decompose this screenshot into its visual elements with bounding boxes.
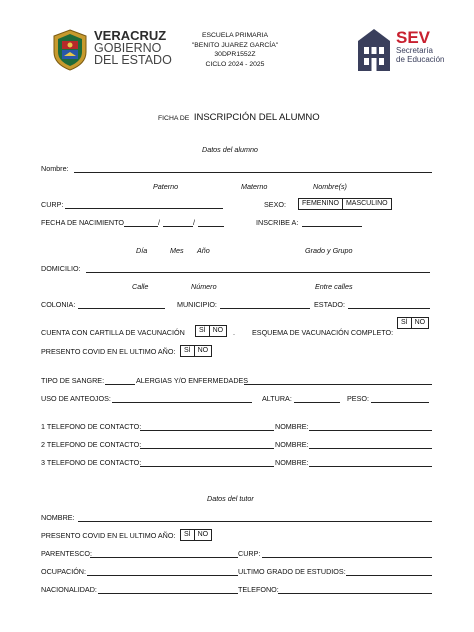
title-main: INSCRIPCIÓN DEL ALUMNO xyxy=(193,112,320,123)
sexo-options xyxy=(298,198,392,210)
alergias-field[interactable] xyxy=(244,384,432,385)
name-part-paterno: Paterno xyxy=(153,182,179,191)
tutor-curp-field[interactable] xyxy=(262,557,432,558)
phone-2-field[interactable] xyxy=(140,448,274,449)
colonia-label: COLONIA: xyxy=(41,300,76,309)
fecha-dia-field[interactable] xyxy=(124,226,158,227)
phone-2-label: 2 TELEFONO DE CONTACTO: xyxy=(41,440,142,449)
esquema-label: ESQUEMA DE VACUNACIÓN COMPLETO: xyxy=(252,328,394,337)
colonia-field[interactable] xyxy=(78,308,165,309)
tutor-section-title: Datos del tutor xyxy=(207,494,254,503)
tutor-nombre-label: NOMBRE: xyxy=(41,513,75,522)
school-name: "BENITO JUAREZ GARCÍA" xyxy=(191,41,279,49)
grado-grupo-label: Grado y Grupo xyxy=(305,246,353,255)
student-section-title: Datos del alumno xyxy=(202,145,258,154)
tipo-sangre-field[interactable] xyxy=(105,384,135,385)
tutor-nombre-field[interactable] xyxy=(78,521,432,522)
fecha-separator: / xyxy=(158,218,160,227)
anteojos-label: USO DE ANTEOJOS: xyxy=(41,394,111,403)
logo-gobierno-word: GOBIERNO xyxy=(94,41,162,55)
sev-line1: Secretaría xyxy=(396,46,433,55)
nacionalidad-field[interactable] xyxy=(98,593,238,594)
covid-yes-no xyxy=(180,345,212,357)
grado-estudios-label: ULTIMO GRADO DE ESTUDIOS: xyxy=(238,567,346,576)
date-part-dia: Día xyxy=(136,246,148,255)
school-header xyxy=(160,31,310,69)
peso-field[interactable] xyxy=(371,402,429,403)
sev-line2: de Educación xyxy=(396,55,445,64)
date-part-mes: Mes xyxy=(170,246,184,255)
nacionalidad-label: NACIONALIDAD: xyxy=(41,585,97,594)
covid-si-option[interactable]: SÍ xyxy=(184,347,191,354)
logo-estado-word: DEL ESTADO xyxy=(94,53,172,67)
nombre-label: Nombre: xyxy=(41,164,69,173)
curp-field[interactable] xyxy=(65,208,223,209)
tutor-telefono-field[interactable] xyxy=(278,593,432,594)
domicilio-label: DOMICILIO: xyxy=(41,264,81,273)
domicilio-field[interactable] xyxy=(86,272,430,273)
cartilla-yes-no xyxy=(195,325,227,337)
cartilla-label: CUENTA CON CARTILLA DE VACUNACIÓN xyxy=(41,328,185,337)
tutor-telefono-label: TELEFONO: xyxy=(238,585,279,594)
phone-1-label: 1 TELEFONO DE CONTACTO: xyxy=(41,422,142,431)
municipio-label: MUNICIPIO: xyxy=(177,300,217,309)
parentesco-label: PARENTESCO: xyxy=(41,549,92,558)
curp-label: CURP: xyxy=(41,200,64,209)
phone-1-nombre-label: NOMBRE: xyxy=(275,422,309,431)
tutor-covid-label: PRESENTO COVID EN EL ULTIMO AÑO: xyxy=(41,531,176,540)
ocupacion-field[interactable] xyxy=(87,575,238,576)
ocupacion-label: OCUPACIÓN: xyxy=(41,567,86,576)
inscribe-label: INSCRIBE A: xyxy=(256,218,299,227)
esquema-yes-no xyxy=(397,317,429,329)
altura-label: ALTURA: xyxy=(262,394,292,403)
nombre-field[interactable] xyxy=(74,172,432,173)
phone-3-field[interactable] xyxy=(140,466,274,467)
covid-label: PRESENTO COVID EN EL ULTIMO AÑO: xyxy=(41,347,176,356)
sexo-femenino-option[interactable]: FEMENINO xyxy=(302,200,339,207)
estado-label: ESTADO: xyxy=(314,300,346,309)
tipo-sangre-label: TIPO DE SANGRE: xyxy=(41,376,105,385)
school-type: ESCUELA PRIMARIA xyxy=(201,32,269,39)
grado-estudios-field[interactable] xyxy=(346,575,432,576)
sexo-label: SEXO: xyxy=(264,200,286,209)
peso-label: PESO: xyxy=(347,394,369,403)
fecha-separator-2: / xyxy=(193,218,195,227)
name-part-nombres: Nombre(s) xyxy=(313,182,347,191)
sev-building-icon xyxy=(356,27,392,73)
phone-3-nombre-label: NOMBRE: xyxy=(275,458,309,467)
tutor-covid-si-option[interactable]: SÍ xyxy=(184,531,191,538)
altura-field[interactable] xyxy=(294,402,340,403)
tutor-covid-no-option[interactable]: NO xyxy=(194,530,212,540)
school-code: 30DPR1552Z xyxy=(214,51,256,58)
phone-1-field[interactable] xyxy=(140,430,274,431)
inscribe-field[interactable] xyxy=(302,226,362,227)
address-part-entre-calles: Entre calles xyxy=(315,282,353,291)
tutor-curp-label: CURP: xyxy=(238,549,261,558)
esquema-no-option[interactable]: NO xyxy=(411,318,429,328)
fecha-nacimiento-label: FECHA DE NACIMIENTO xyxy=(41,218,124,227)
veracruz-crest-icon xyxy=(50,28,90,72)
phone-3-nombre-field[interactable] xyxy=(309,466,432,467)
parentesco-field[interactable] xyxy=(90,557,238,558)
tutor-covid-yes-no xyxy=(180,529,212,541)
school-cycle: CICLO 2024 - 2025 xyxy=(205,60,265,68)
phone-2-nombre-label: NOMBRE: xyxy=(275,440,309,449)
sexo-masculino-option[interactable]: MASCULINO xyxy=(342,199,391,209)
fecha-mes-field[interactable] xyxy=(163,226,193,227)
phone-3-label: 3 TELEFONO DE CONTACTO: xyxy=(41,458,142,467)
municipio-field[interactable] xyxy=(220,308,310,309)
covid-no-option[interactable]: NO xyxy=(194,346,212,356)
address-part-calle: Calle xyxy=(132,282,149,291)
date-part-anio: Año xyxy=(197,246,210,255)
fecha-anio-field[interactable] xyxy=(198,226,224,227)
phone-1-nombre-field[interactable] xyxy=(309,430,432,431)
cartilla-no-option[interactable]: NO xyxy=(209,326,227,336)
sev-abbr: SEV xyxy=(396,28,431,47)
estado-field[interactable] xyxy=(348,308,430,309)
anteojos-field[interactable] xyxy=(112,402,252,403)
address-part-numero: Número xyxy=(191,282,217,291)
phone-2-nombre-field[interactable] xyxy=(309,448,432,449)
name-part-materno: Materno xyxy=(241,182,268,191)
alergias-label: ALERGIAS Y/O ENFERMEDADES xyxy=(136,376,249,385)
title-prefix: FICHA DE xyxy=(158,115,190,122)
esquema-si-option[interactable]: SÍ xyxy=(401,319,408,326)
cartilla-si-option[interactable]: SÍ xyxy=(199,327,206,334)
form-title xyxy=(158,107,320,125)
logo-veracruz-word: VERACRUZ xyxy=(94,28,167,43)
cartilla-period: . xyxy=(233,328,235,337)
